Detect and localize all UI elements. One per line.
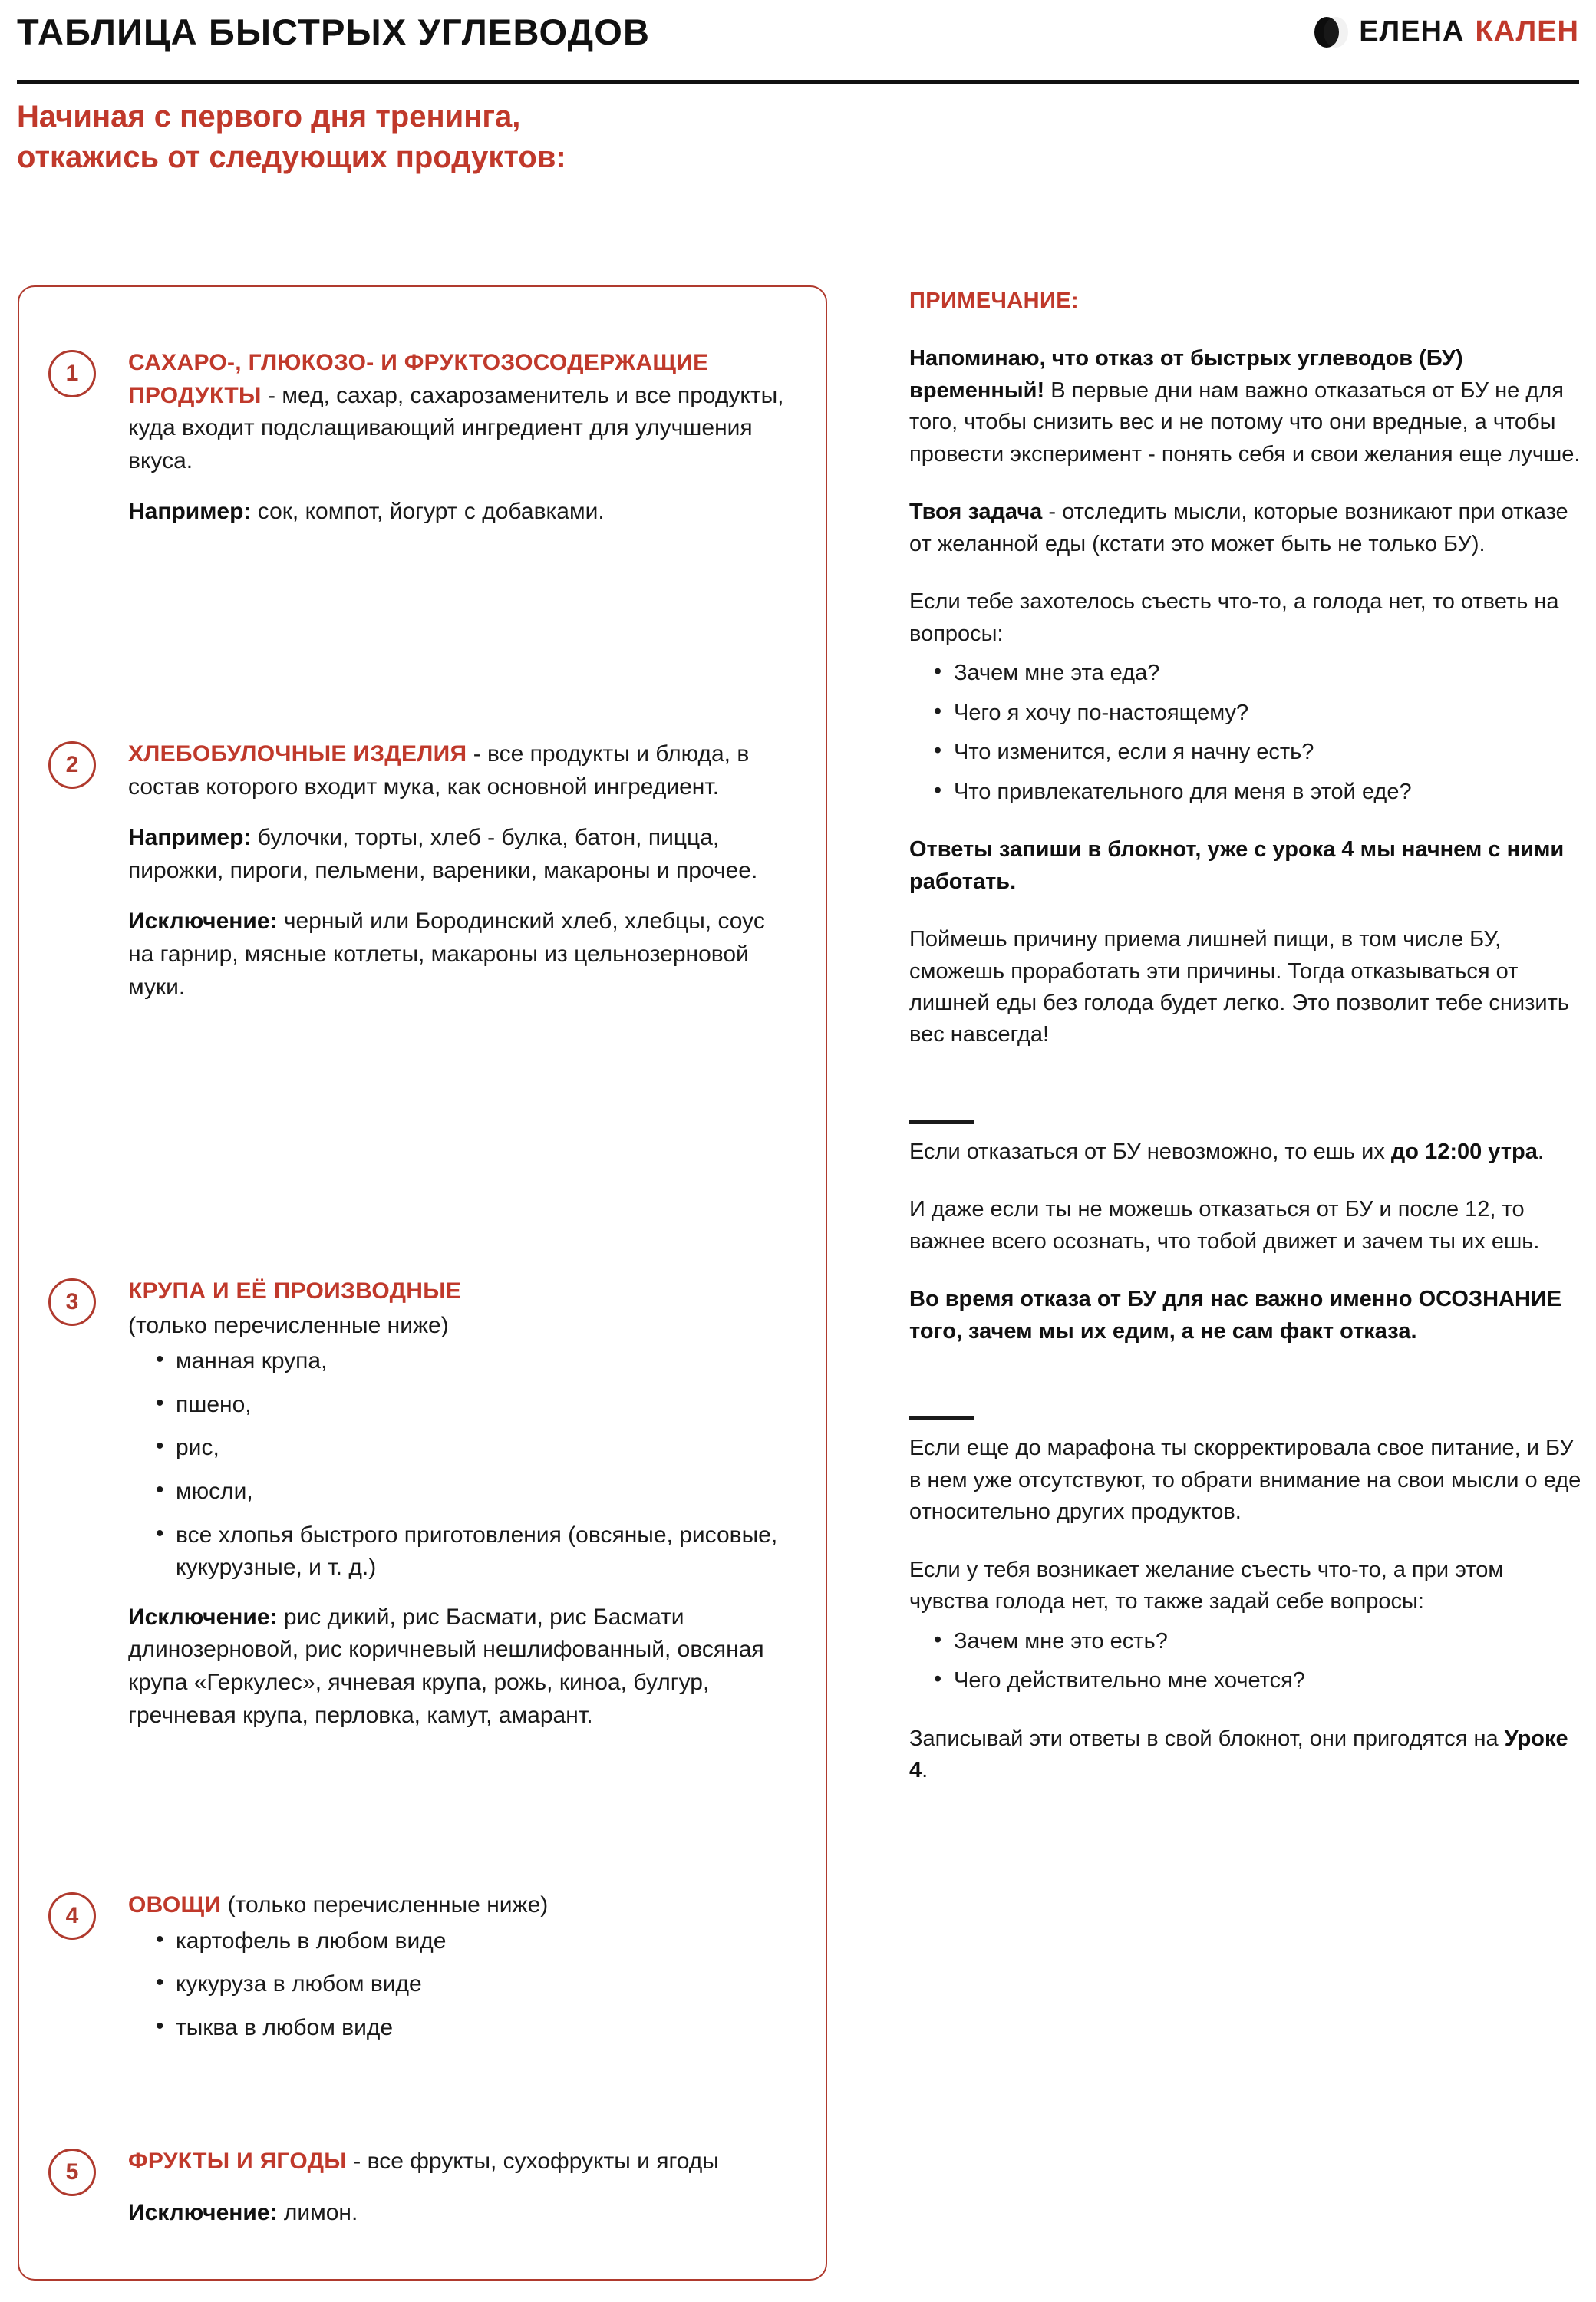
note-p6-pre: Если отказаться от БУ невозможно, то ешь их bbox=[909, 1139, 1391, 1164]
note-paragraph-11 bbox=[909, 1723, 1584, 1787]
item-exception bbox=[128, 905, 795, 1004]
note-question-list-2 bbox=[909, 1626, 1584, 1697]
note-question-list-1 bbox=[909, 658, 1584, 808]
note-title: ПРИМЕЧАНИЕ: bbox=[909, 289, 1080, 313]
question-item: • Что изменится, если я начну есть? bbox=[954, 737, 1584, 768]
list-item bbox=[48, 1889, 795, 2055]
list-item-bullet: • кукуруза в любом виде bbox=[176, 1968, 795, 2001]
item-description bbox=[128, 347, 795, 477]
overlapping-circles-icon bbox=[1314, 17, 1348, 48]
section-spacer bbox=[909, 1374, 1584, 1407]
brand-last-name: КАЛЕН bbox=[1475, 15, 1579, 48]
list-item bbox=[48, 2145, 795, 2229]
list-item bbox=[48, 347, 795, 529]
question-item: • Чего я хочу по-настоящему? bbox=[954, 698, 1584, 729]
exception-label: Исключение: bbox=[128, 909, 278, 935]
item-body bbox=[128, 2145, 795, 2229]
content-columns bbox=[0, 285, 1596, 2302]
item-number-badge: 1 bbox=[48, 350, 96, 397]
question-item: • Зачем мне это есть? bbox=[954, 1626, 1584, 1657]
note-paragraph-7: И даже если ты не можешь отказаться от БУ и после 12, то важнее всего осознать, что тобой движет и зачем ты их ешь. bbox=[909, 1197, 1540, 1254]
item-category: ХЛЕБОБУЛОЧНЫЕ ИЗДЕЛИЯ bbox=[128, 741, 467, 767]
item-example bbox=[128, 496, 795, 529]
item-number-badge: 2 bbox=[48, 741, 96, 789]
note-paragraph-1 bbox=[909, 343, 1584, 470]
note-p11-bold: Уроке 4 bbox=[909, 1726, 1568, 1783]
item-category: ФРУКТЫ И ЯГОДЫ bbox=[128, 2149, 347, 2174]
list-item-bullet: • манная крупа, bbox=[176, 1345, 795, 1378]
list-item-bullet: • мюсли, bbox=[176, 1476, 795, 1509]
note-paragraph-8 bbox=[909, 1284, 1584, 1347]
page-title: ТАБЛИЦА БЫСТРЫХ УГЛЕВОДОВ bbox=[17, 12, 651, 52]
section-divider bbox=[909, 1416, 974, 1420]
page-header bbox=[0, 0, 1596, 86]
item-description-text: - все фрукты, сухофрукты и ягоды bbox=[346, 2149, 719, 2174]
list-item-bullet: • рис, bbox=[176, 1432, 795, 1465]
item-bullet-list bbox=[128, 1345, 795, 1585]
question-item: • Зачем мне эта еда? bbox=[954, 658, 1584, 689]
item-description bbox=[128, 1889, 795, 1922]
item-subnote: (только перечисленные ниже) bbox=[128, 1312, 449, 1338]
item-body bbox=[128, 1889, 795, 2055]
note-paragraph-3: Если тебе захотелось съесть что-то, а голода нет, то ответь на вопросы: bbox=[909, 589, 1559, 646]
note-paragraph-4 bbox=[909, 834, 1584, 898]
note-p1-rest: В первые дни нам важно отказаться от БУ не для того, чтобы снизить вес и не потому что они вредные, а чтобы провести эксперимент - понять себя и свои желания еще лучше. bbox=[909, 378, 1581, 467]
list-item bbox=[48, 738, 795, 1004]
note-paragraph-9: Если еще до марафона ты скорректировала свое питание, и БУ в нем уже отсутствуют, то обрати внимание на свои мысли о еде относительно других продуктов. bbox=[909, 1436, 1581, 1525]
note-p2-rest: - отследить мысли, которые возникают при отказе от желанной еды (кстати это может быть не только БУ). bbox=[909, 500, 1568, 556]
exception-text: черный или Бородинский хлеб, хлебцы, соус на гарнир, мясные котлеты, макароны из цельнозерновой муки. bbox=[128, 909, 765, 1000]
example-text: булочки, торты, хлеб - булка, батон, пицца, пирожки, пироги, пельмени, вареники, макароны и прочее. bbox=[128, 825, 758, 883]
item-exception bbox=[128, 1601, 795, 1732]
note-p4-bold: Ответы запиши в блокнот, уже с урока 4 мы начнем с ними работать. bbox=[909, 837, 1565, 894]
item-example bbox=[128, 822, 795, 887]
note-p6-bold: до 12:00 утра bbox=[1390, 1139, 1538, 1164]
item-body bbox=[128, 1275, 795, 1732]
exception-label: Исключение: bbox=[128, 2199, 278, 2225]
item-body bbox=[128, 738, 795, 1004]
note-p2-bold: Твоя задача bbox=[909, 500, 1043, 525]
item-category: КРУПА И ЕЁ ПРОИЗВОДНЫЕ bbox=[128, 1278, 462, 1304]
example-label: Например: bbox=[128, 499, 252, 525]
note-p11-pre: Записывай эти ответы в свой блокнот, они пригодятся на bbox=[909, 1726, 1505, 1751]
item-description bbox=[128, 738, 795, 803]
question-item: • Что привлекательного для меня в этой еде? bbox=[954, 777, 1584, 808]
list-item-bullet: • тыква в любом виде bbox=[176, 2012, 795, 2045]
page-subtitle bbox=[17, 97, 922, 178]
forbidden-products-card bbox=[18, 285, 827, 2281]
section-spacer bbox=[909, 1077, 1584, 1111]
note-paragraph-2 bbox=[909, 496, 1584, 560]
item-description-text: (только перечисленные ниже) bbox=[221, 1892, 549, 1918]
subtitle-line-1: Начиная с первого дня тренинга, bbox=[17, 100, 521, 134]
list-item-bullet: • пшено, bbox=[176, 1389, 795, 1422]
note-p1-bold: Напоминаю, что отказ от быстрых углеводов (БУ) временный! bbox=[909, 346, 1463, 403]
note-p11-post: . bbox=[922, 1758, 928, 1783]
brand-first-name: ЕЛЕНА bbox=[1359, 15, 1465, 48]
item-exception bbox=[128, 2197, 795, 2230]
brand-logo bbox=[1314, 15, 1579, 48]
note-p8-bold: Во время отказа от БУ для нас важно именно ОСОЗНАНИЕ того, зачем мы их едим, а не сам факт отказа. bbox=[909, 1287, 1562, 1344]
section-divider bbox=[909, 1120, 974, 1124]
item-description bbox=[128, 1275, 795, 1308]
list-item-bullet: • все хлопья быстрого приготовления (овсяные, рисовые, кукурузные, и т. д.) bbox=[176, 1519, 795, 1585]
header-divider bbox=[17, 80, 1579, 84]
item-category: САХАРО-, ГЛЮКОЗО- И ФРУКТОЗОСОДЕРЖАЩИЕ ПРОДУКТЫ bbox=[128, 350, 709, 408]
item-bullet-list bbox=[128, 1925, 795, 2045]
item-body bbox=[128, 347, 795, 529]
subtitle-line-2: откажись от следующих продуктов: bbox=[17, 140, 566, 174]
item-number-badge: 4 bbox=[48, 1892, 96, 1940]
example-label: Например: bbox=[128, 825, 252, 851]
item-description bbox=[128, 2145, 795, 2178]
list-item bbox=[48, 1275, 795, 1732]
item-description-text: - все продукты и блюда, в состав которого входит мука, как основной ингредиент. bbox=[128, 741, 750, 800]
note-paragraph-10: Если у тебя возникает желание съесть что-то, а при этом чувства голода нет, то также задай себе вопросы: bbox=[909, 1557, 1504, 1614]
example-text: сок, компот, йогурт с добавками. bbox=[251, 499, 605, 525]
note-p6-post: . bbox=[1537, 1139, 1544, 1164]
list-item-bullet: • картофель в любом виде bbox=[176, 1925, 795, 1958]
note-paragraph-6 bbox=[909, 1136, 1584, 1168]
note-column bbox=[909, 285, 1584, 1812]
item-description-text: - мед, сахар, сахарозаменитель и все продукты, куда входит подслащивающий ингредиент для улучшения вкуса. bbox=[128, 382, 784, 473]
item-category: ОВОЩИ bbox=[128, 1892, 222, 1918]
item-number-badge: 3 bbox=[48, 1278, 96, 1326]
exception-text: рис дикий, рис Басмати, рис Басмати длинозерновой, рис коричневый нешлифованный, овсяная крупа «Геркулес», ячневая крупа, рожь, киноа, булгур, гречневая крупа, перловка, камут, амарант. bbox=[128, 1604, 764, 1728]
exception-label: Исключение: bbox=[128, 1604, 278, 1630]
item-number-badge: 5 bbox=[48, 2149, 96, 2196]
note-paragraph-5: Поймешь причину приема лишней пищи, в том числе БУ, сможешь проработать эти причины. Тогда отказываться от лишней еды без голода будет легко. Это позволит тебе снизить вес навсегда! bbox=[909, 927, 1569, 1047]
exception-text: лимон. bbox=[277, 2199, 358, 2225]
question-item: • Чего действительно мне хочется? bbox=[954, 1665, 1584, 1697]
